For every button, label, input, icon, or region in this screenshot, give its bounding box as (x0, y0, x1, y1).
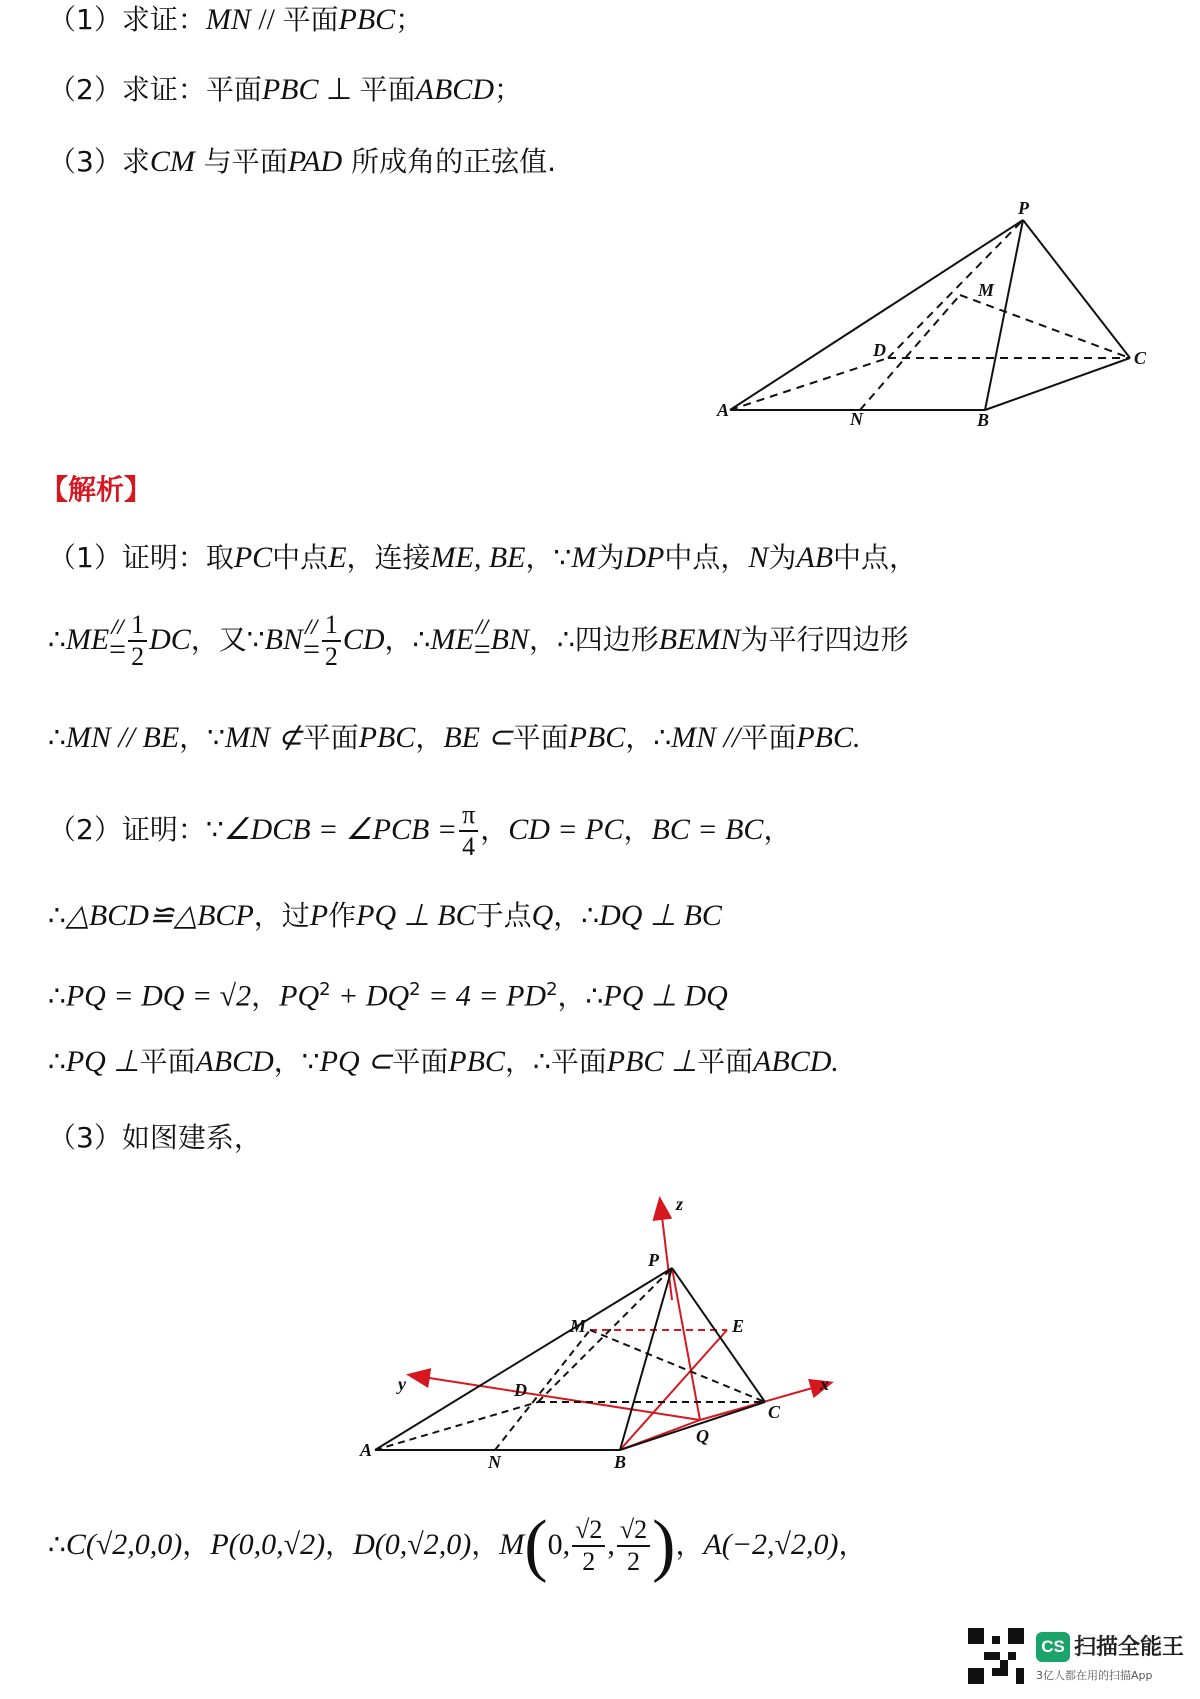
text: 平面 (139, 1045, 196, 1078)
q2-pbc: PBC (261, 73, 319, 106)
text: 平面 (512, 721, 569, 754)
text: ， (182, 1528, 211, 1561)
text: 平面 (302, 721, 359, 754)
s3-line2 (48, 1507, 867, 1584)
fig2-label-M: M (570, 1316, 587, 1336)
text: ， (471, 1528, 500, 1561)
text: （2）证明：∵ (48, 813, 224, 846)
math: PQ = DQ = √2 (65, 979, 252, 1013)
fig2-label-x: x (820, 1374, 829, 1394)
text: 于点 (475, 899, 532, 932)
math: DC (149, 623, 191, 656)
math: ME, BE (430, 541, 526, 574)
fig2-label-A: A (360, 1440, 373, 1460)
text: ，∴平面 (504, 1045, 607, 1078)
text: 平面 (740, 721, 797, 754)
math: PBC. (796, 721, 861, 754)
fig2-label-N: N (488, 1452, 501, 1472)
text: （1）证明：取 (48, 541, 234, 574)
math: AB (796, 541, 834, 574)
pyramid-figure-1 (0, 0, 1200, 460)
q1-end: ； (395, 3, 424, 36)
math: PQ ⊥ DQ (603, 979, 728, 1013)
math: ME (65, 623, 110, 656)
text: ， (623, 813, 652, 846)
math: P (309, 899, 329, 932)
fig1-label-M: M (978, 280, 995, 300)
fig1-label-P: P (1018, 198, 1029, 218)
fraction-half: $\frac{1}{2}$ (128, 610, 147, 672)
s2-line1 (48, 800, 791, 862)
math: BEMN (658, 623, 741, 656)
text: 为 (596, 541, 625, 574)
text: ， (325, 1528, 354, 1561)
superscript: 2 (546, 979, 558, 1000)
fig2-label-z: z (676, 1194, 684, 1214)
q3-cm: CM (149, 145, 195, 178)
text: 平面 (697, 1045, 754, 1078)
math: △BCD≌△BCP (65, 899, 254, 932)
fraction-half: $\frac{1}{2}$ (322, 610, 341, 672)
fig2-label-y: y (398, 1374, 406, 1394)
text: ∴ (48, 979, 66, 1013)
math: ME (430, 623, 474, 656)
q3-prefix: （3）求 (48, 145, 150, 178)
qr-code-icon (968, 1628, 1024, 1684)
s2-line4 (48, 1042, 839, 1082)
math: E (328, 541, 347, 574)
fig1-label-A: A (717, 400, 730, 420)
q1-prefix: （1）求证： (48, 3, 206, 36)
text: ，连接 (346, 541, 431, 574)
text: 为平行四边形 (740, 623, 909, 656)
math: Q (531, 899, 554, 932)
text: ，∴ (625, 721, 672, 754)
right-paren: ) (652, 1507, 676, 1584)
text: ∴ (48, 1045, 66, 1078)
math: PQ ⊥ BC (356, 899, 476, 932)
math: PQ (279, 979, 320, 1013)
fig2-label-B: B (614, 1452, 627, 1472)
math: PC (233, 541, 273, 574)
q3-with: 与平面 (194, 145, 288, 178)
text: 平面 (392, 1045, 449, 1078)
math: PBC (568, 721, 626, 754)
text: ，∴ (553, 899, 600, 932)
s2-line2 (48, 896, 722, 936)
text: ，∵ (273, 1045, 320, 1078)
math: DQ ⊥ BC (599, 899, 722, 932)
math: ∠DCB = ∠PCB = (223, 813, 458, 846)
math: PQ ⊂ (319, 1045, 393, 1078)
text: ，∴ (384, 623, 431, 656)
s3-line1: （3）如图建系， (48, 1121, 262, 1154)
parallel-equal-symbol: // = (473, 614, 491, 666)
fig2-label-P: P (648, 1250, 659, 1270)
text: ，∵ (525, 541, 572, 574)
s1-line2 (48, 610, 908, 672)
solution-heading: 【解析】 (40, 473, 153, 506)
text: ， (251, 979, 280, 1013)
superscript: 2 (409, 979, 421, 1000)
math: PBC ⊥ (606, 1045, 698, 1078)
superscript: 2 (319, 979, 331, 1000)
text: ∴ (48, 721, 66, 754)
q1-plane: 平面 (282, 3, 339, 36)
s1-line3 (48, 718, 861, 758)
q2-prefix: （2）求证：平面 (48, 73, 262, 106)
text: 中点， (664, 541, 749, 574)
math: M (571, 541, 597, 574)
math: BN (264, 623, 303, 656)
text: 中点， (833, 541, 918, 574)
s1-line1 (48, 538, 917, 578)
math: BN (490, 623, 529, 656)
parallel-equal-symbol: // = (302, 614, 320, 666)
fig1-label-N: N (850, 409, 863, 429)
math: , (607, 1528, 615, 1561)
text: ， (763, 813, 792, 846)
left-paren: ( (524, 1507, 548, 1584)
math: ABCD (195, 1045, 274, 1078)
math: CD (342, 623, 385, 656)
math: PBC (358, 721, 416, 754)
q3-pad: PAD (287, 145, 343, 178)
math: ABCD. (753, 1045, 839, 1078)
math: M (499, 1528, 525, 1561)
fig2-label-E: E (732, 1316, 745, 1336)
fraction-root2-2: $\frac{√2}{2}$ (617, 1515, 650, 1577)
text: 为 (768, 541, 797, 574)
text: ∴ (48, 623, 66, 656)
text: ∴ (48, 899, 66, 932)
q1-parallel: // (250, 3, 283, 36)
text: ，∴四边形 (528, 623, 659, 656)
math: + DQ (330, 979, 410, 1013)
text: ∴ (48, 1528, 66, 1561)
q2-plane: 平面 (359, 73, 416, 106)
math: MN // (671, 721, 741, 754)
text: ，过 (253, 899, 310, 932)
camscanner-brand: 扫描全能王 (1074, 1635, 1185, 1660)
math: = 4 = PD (420, 979, 547, 1013)
q2-perp: ⊥ (318, 73, 360, 106)
math: DP (624, 541, 665, 574)
math: 0, (547, 1528, 571, 1561)
q3-end: 所成角的正弦值. (342, 145, 556, 178)
q2-abcd: ABCD (415, 73, 494, 106)
fraction-root2-2: $\frac{√2}{2}$ (572, 1515, 605, 1577)
q2-end: ； (493, 73, 522, 106)
camscanner-logo: CS (1036, 1632, 1070, 1662)
text: ，∵ (179, 721, 225, 754)
fig2-label-Q: Q (696, 1426, 709, 1446)
text: ，∴ (557, 979, 604, 1013)
fig2-label-D: D (514, 1380, 527, 1400)
fig1-label-B: B (977, 410, 990, 430)
text: ， (838, 1528, 867, 1561)
math: MN // BE (65, 721, 180, 754)
math: PBC (448, 1045, 505, 1078)
math: CD = PC (508, 813, 624, 846)
q1-pbc: PBC (338, 3, 396, 36)
math: D(0,√2,0) (353, 1528, 472, 1561)
parallel-equal-symbol: // = (109, 614, 127, 666)
fraction-pi-4: $\frac{\pi}{4}$ (459, 800, 478, 862)
fig1-label-D: D (873, 340, 886, 360)
fig1-label-C: C (1134, 348, 1147, 368)
math: A(−2,√2,0) (703, 1528, 839, 1561)
math: C(√2,0,0) (65, 1528, 183, 1561)
pyramid-figure-2 (0, 1180, 1200, 1490)
text: ， (675, 1528, 704, 1561)
text: 作 (328, 899, 357, 932)
q1-math: MN (205, 3, 251, 36)
math: BC = BC (651, 813, 764, 846)
text: ， (415, 721, 444, 754)
math: BE ⊂ (443, 721, 513, 754)
math: N (748, 541, 769, 574)
text: 中点 (272, 541, 329, 574)
math: PQ ⊥ (65, 1045, 140, 1078)
text: ，又∵ (190, 623, 265, 656)
s2-line3 (48, 970, 728, 1016)
text: ， (480, 813, 509, 846)
math: MN ⊄ (224, 721, 303, 754)
camscanner-tagline: 3亿人都在用的扫描App (1036, 1669, 1153, 1682)
math: P(0,0,√2) (210, 1528, 326, 1561)
fig2-label-C: C (768, 1402, 781, 1422)
